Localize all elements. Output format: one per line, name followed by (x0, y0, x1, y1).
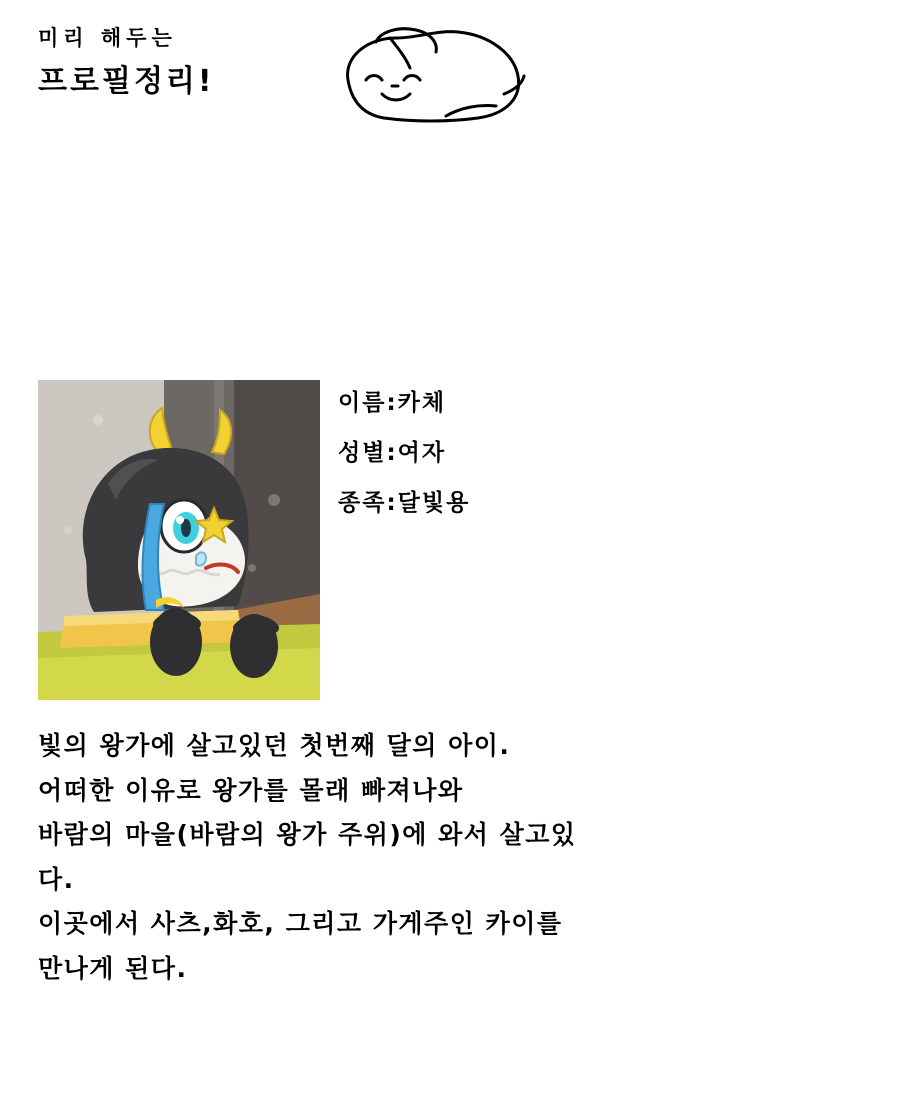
profile-field-name-separator: : (386, 390, 398, 416)
sleeping-creature-doodle (318, 18, 538, 138)
profile-field-species-separator: : (386, 490, 398, 516)
profile-field-species-label: 종족 (338, 490, 387, 516)
description-line: 만나게 된다. (38, 953, 188, 983)
page-title-large: 프로필정리! (38, 64, 215, 100)
description-line: 다. (38, 864, 75, 894)
profile-field-species-value: 달빛용 (397, 490, 471, 516)
profile-field-gender-value: 여자 (397, 440, 447, 466)
profile-field-gender-separator: : (386, 440, 398, 466)
page-title-small: 미리 해두는 (38, 26, 177, 50)
profile-fields (338, 392, 758, 542)
profile-field-name (338, 392, 758, 415)
profile-field-gender-label: 성별 (338, 440, 387, 466)
description-line: 바람의 마을(바람의 왕가 주위)에 와서 살고있 (38, 820, 577, 849)
header (0, 0, 899, 150)
profile-field-name-label: 이름 (338, 390, 387, 416)
profile-field-gender (338, 442, 758, 465)
description-line: 어떠한 이유로 왕가를 몰래 빠져나와 (38, 775, 464, 805)
profile-field-name-value: 카체 (397, 390, 447, 416)
description-line: 이곳에서 사츠,화호, 그리고 가게주인 카이를 (38, 909, 563, 938)
profile-field-species (338, 492, 758, 515)
character-portrait (38, 380, 320, 700)
page-title (38, 26, 318, 101)
description-line: 빛의 왕가에 살고있던 첫번째 달의 아이. (38, 731, 511, 760)
profile-section (0, 380, 899, 710)
description-section (38, 724, 868, 991)
